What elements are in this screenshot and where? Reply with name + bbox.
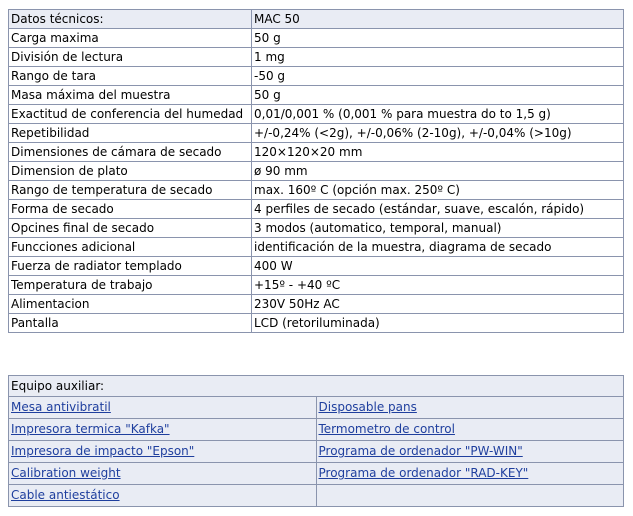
accessory-cell	[9, 419, 317, 441]
spec-row	[9, 124, 624, 143]
spec-label: Pantalla	[9, 314, 252, 333]
spec-row	[9, 219, 624, 238]
accessory-cell	[9, 463, 317, 485]
spec-row	[9, 48, 624, 67]
spec-value: 4 perfiles de secado (estándar, suave, escalón, rápido)	[252, 200, 624, 219]
spec-value: 120×120×20 mm	[252, 143, 624, 162]
accessory-link-impresora-de-impacto[interactable]: Impresora de impacto "Epson"	[11, 444, 195, 458]
accessory-row	[9, 441, 624, 463]
spec-row	[9, 295, 624, 314]
spec-row-header	[9, 10, 624, 29]
accessory-cell	[9, 441, 317, 463]
accessory-row	[9, 485, 624, 507]
spec-row	[9, 29, 624, 48]
accessory-row	[9, 419, 624, 441]
accessory-link-calibration-weight[interactable]: Calibration weight	[11, 466, 121, 480]
accessory-cell	[9, 485, 317, 507]
spec-label: Masa máxima del muestra	[9, 86, 252, 105]
accessory-link-programa-rad-key[interactable]: Programa de ordenador "RAD-KEY"	[318, 466, 529, 480]
accessory-cell	[316, 419, 624, 441]
spec-value: +/-0,24% (<2g), +/-0,06% (2-10g), +/-0,04% (>10g)	[252, 124, 624, 143]
accessory-cell-empty	[316, 485, 624, 507]
spec-value: ø 90 mm	[252, 162, 624, 181]
accessory-cell	[316, 397, 624, 419]
spec-value: 0,01/0,001 % (0,001 % para muestra do to 1,5 g)	[252, 105, 624, 124]
spec-label: Dimensiones de cámara de secado	[9, 143, 252, 162]
spec-value: 3 modos (automatico, temporal, manual)	[252, 219, 624, 238]
accessories-title: Equipo auxiliar:	[9, 376, 624, 397]
spec-row	[9, 67, 624, 86]
spec-row	[9, 276, 624, 295]
spec-label: Exactitud de conferencia del humedad	[9, 105, 252, 124]
spec-label: Repetibilidad	[9, 124, 252, 143]
accessories-title-row	[9, 376, 624, 397]
spec-label: Fuerza de radiator templado	[9, 257, 252, 276]
spec-label: Funcciones adicional	[9, 238, 252, 257]
spec-label: Temperatura de trabajo	[9, 276, 252, 295]
accessories-table	[8, 375, 624, 507]
spec-row	[9, 257, 624, 276]
accessory-link-mesa-antivibratil[interactable]: Mesa antivibratil	[11, 400, 111, 414]
technical-specs-table	[8, 9, 624, 333]
spec-label: Dimension de plato	[9, 162, 252, 181]
spec-row	[9, 238, 624, 257]
accessory-link-programa-pw-win[interactable]: Programa de ordenador "PW-WIN"	[318, 444, 523, 458]
spec-value: 400 W	[252, 257, 624, 276]
spec-value: identificación de la muestra, diagrama de secado	[252, 238, 624, 257]
accessory-link-termometro-de-control[interactable]: Termometro de control	[318, 422, 455, 436]
spec-label: Forma de secado	[9, 200, 252, 219]
spec-value: 50 g	[252, 86, 624, 105]
spec-label: Datos técnicos:	[9, 10, 252, 29]
accessory-link-cable-antiestatico[interactable]: Cable antiestático	[11, 488, 120, 502]
spec-label: Alimentacion	[9, 295, 252, 314]
accessory-row	[9, 463, 624, 485]
accessory-cell	[9, 397, 317, 419]
spec-value: 230V 50Hz AC	[252, 295, 624, 314]
spec-label: División de lectura	[9, 48, 252, 67]
accessory-link-disposable-pans[interactable]: Disposable pans	[318, 400, 417, 414]
spec-row	[9, 105, 624, 124]
spec-label: Carga maxima	[9, 29, 252, 48]
spec-value: 50 g	[252, 29, 624, 48]
spec-value: -50 g	[252, 67, 624, 86]
accessory-row	[9, 397, 624, 419]
spec-value: max. 160º C (opción max. 250º C)	[252, 181, 624, 200]
spec-row	[9, 86, 624, 105]
spec-value: LCD (retoriluminada)	[252, 314, 624, 333]
spec-row	[9, 314, 624, 333]
spec-value: +15º - +40 ºC	[252, 276, 624, 295]
spec-value: 1 mg	[252, 48, 624, 67]
spec-label: Opcines final de secado	[9, 219, 252, 238]
spec-row	[9, 181, 624, 200]
spec-label: Rango de temperatura de secado	[9, 181, 252, 200]
spec-value: MAC 50	[252, 10, 624, 29]
spec-row	[9, 200, 624, 219]
accessory-cell	[316, 441, 624, 463]
spec-row	[9, 162, 624, 181]
accessory-cell	[316, 463, 624, 485]
spec-label: Rango de tara	[9, 67, 252, 86]
accessory-link-impresora-termica[interactable]: Impresora termica "Kafka"	[11, 422, 170, 436]
spec-row	[9, 143, 624, 162]
